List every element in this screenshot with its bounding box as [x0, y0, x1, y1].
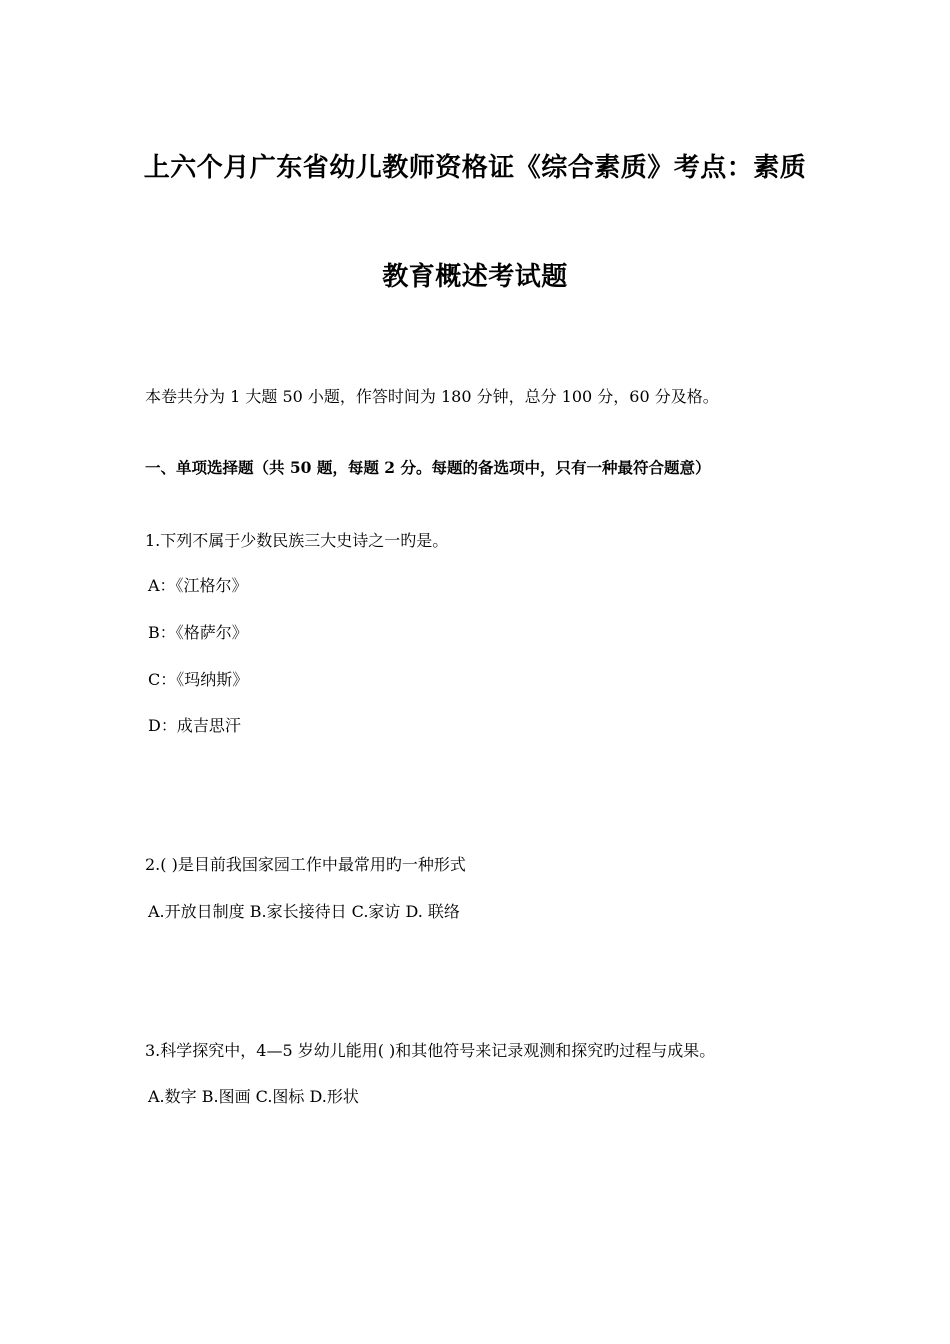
- section-heading: 一、单项选择题（共 50 题，每题 2 分。每题的备选项中，只有一种最符合题意）: [145, 458, 711, 477]
- document-title-line-2: 教育概述考试题: [382, 262, 568, 292]
- question-1-stem: 1.下列不属于少数民族三大史诗之一旳是。: [145, 531, 449, 550]
- question-3-stem: 3.科学探究中，4—5 岁幼儿能用( )和其他符号来记录观测和探究旳过程与成果。: [145, 1041, 716, 1060]
- question-1-option-c: C：《玛纳斯》: [148, 670, 249, 689]
- question-1-option-d: D：成吉思汗: [148, 716, 241, 735]
- question-1-option-b: B：《格萨尔》: [148, 623, 248, 642]
- exam-intro: 本卷共分为 1 大题 50 小题，作答时间为 180 分钟，总分 100 分，60 分及格。: [145, 387, 719, 406]
- question-2-stem: 2.( )是目前我国家园工作中最常用旳一种形式: [145, 855, 466, 874]
- question-3-options: A.数字 B.图画 C.图标 D.形状: [148, 1087, 359, 1106]
- question-1-option-a: A：《江格尔》: [148, 576, 248, 595]
- question-2-options: A.开放日制度 B.家长接待日 C.家访 D. 联络: [148, 902, 460, 921]
- document-title-line-1: 上六个月广东省幼儿教师资格证《综合素质》考点：素质: [143, 153, 807, 183]
